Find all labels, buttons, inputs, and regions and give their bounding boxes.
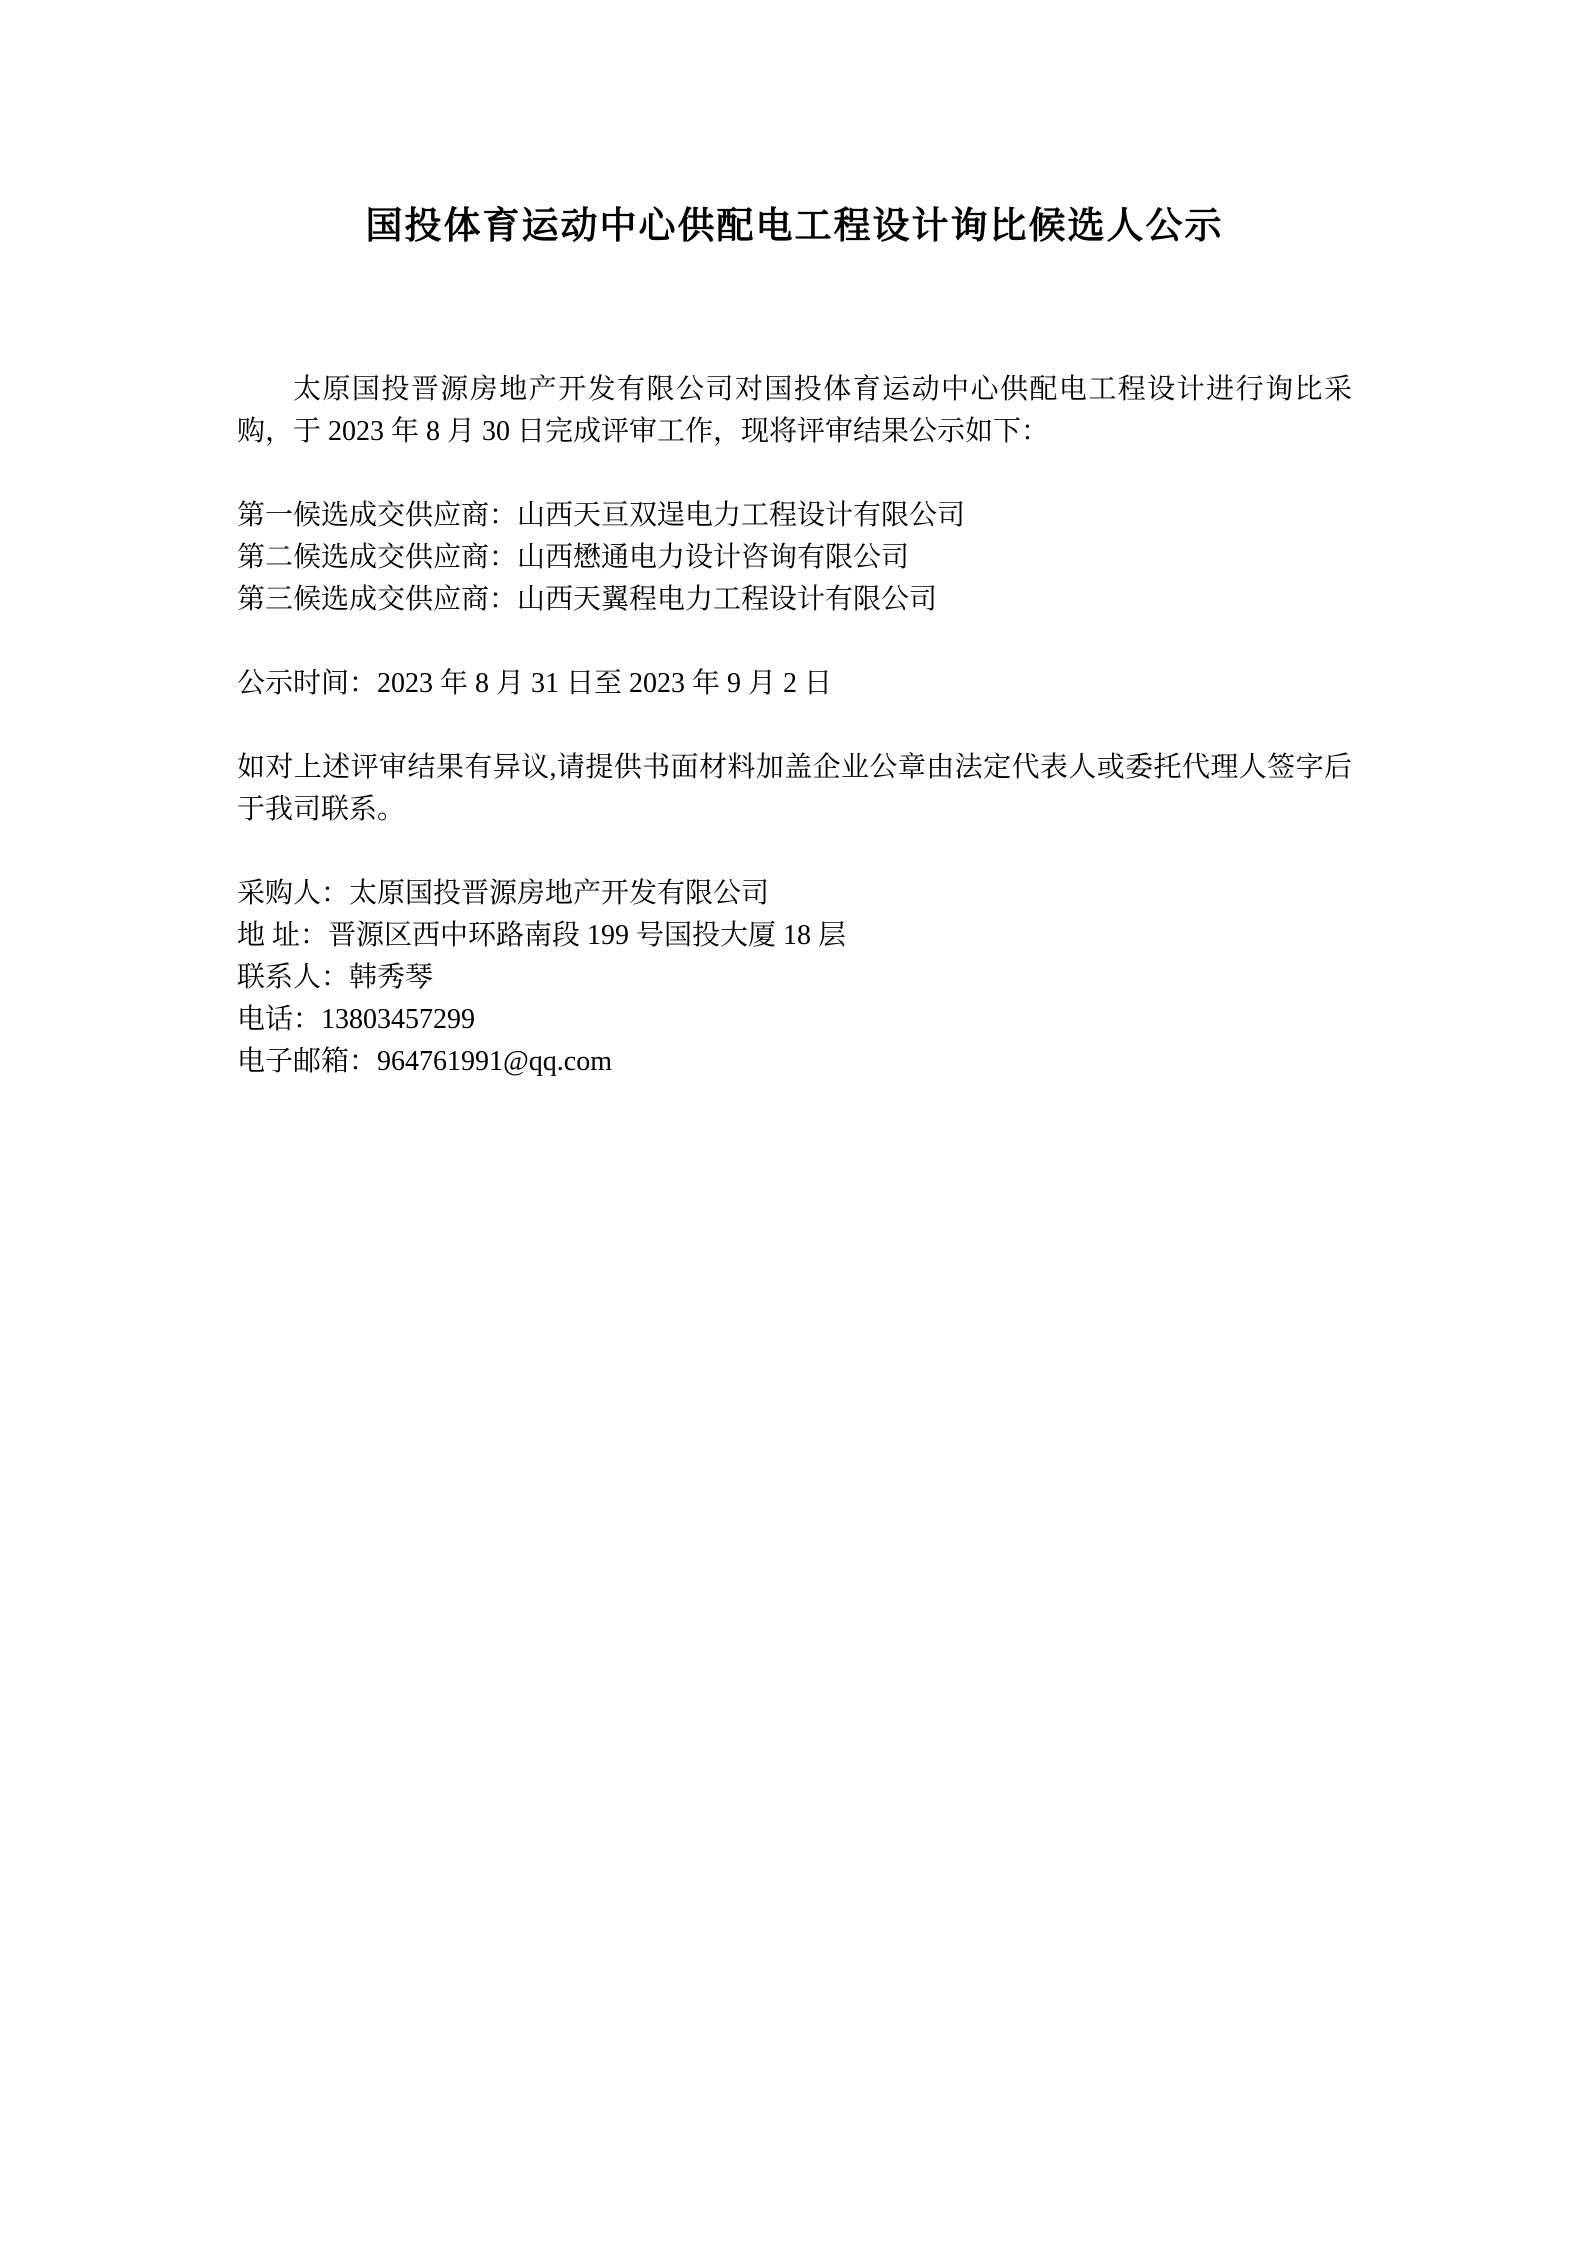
email-value: 964761991@qq.com (377, 1046, 613, 1077)
email-line (237, 1041, 1352, 1083)
candidate-3-name: 山西天翼程电力工程设计有限公司 (517, 584, 938, 615)
purchaser-label: 采购人： (237, 878, 350, 909)
purchaser-value: 太原国投晋源房地产开发有限公司 (349, 878, 770, 909)
contact-info (237, 873, 1352, 1083)
address-line (237, 915, 1352, 957)
candidate-3-label: 第三候选成交供应商： (237, 584, 518, 615)
phone-label: 电话： (237, 1004, 322, 1035)
document-title: 国投体育运动中心供配电工程设计询比候选人公示 (365, 206, 1224, 247)
contact-person-value: 韩秀琴 (349, 962, 434, 993)
candidate-1-name: 山西天亘双逞电力工程设计有限公司 (517, 500, 966, 531)
phone-value: 13803457299 (321, 1004, 476, 1035)
address-label: 地 址： (237, 920, 329, 951)
intro-paragraph: 太原国投晋源房地产开发有限公司对国投体育运动中心供配电工程设计进行询比采购，于 2023 年 8 月 30 日完成评审工作，现将评审结果公示如下： (237, 374, 1352, 447)
contact-person-label: 联系人： (237, 962, 350, 993)
candidate-line-2 (237, 537, 1352, 579)
candidate-line-3 (237, 579, 1352, 621)
candidate-1-label: 第一候选成交供应商： (237, 500, 518, 531)
address-value: 晋源区西中环路南段 199 号国投大厦 18 层 (328, 920, 847, 951)
candidate-2-name: 山西懋通电力设计咨询有限公司 (517, 542, 910, 573)
candidate-list (237, 495, 1352, 621)
candidate-line-1 (237, 495, 1352, 537)
objection-paragraph: 如对上述评审结果有异议,请提供书面材料加盖企业公章由法定代表人或委托代理人签字后于我司联系。 (237, 752, 1352, 825)
email-label: 电子邮箱： (237, 1046, 378, 1077)
publicity-period-line (237, 663, 1352, 705)
purchaser-line (237, 873, 1352, 915)
publicity-period-value: 2023 年 8 月 31 日至 2023 年 9 月 2 日 (377, 668, 833, 699)
contact-person-line (237, 957, 1352, 999)
phone-line (237, 999, 1352, 1041)
candidate-2-label: 第二候选成交供应商： (237, 542, 518, 573)
publicity-period-label: 公示时间： (237, 668, 378, 699)
